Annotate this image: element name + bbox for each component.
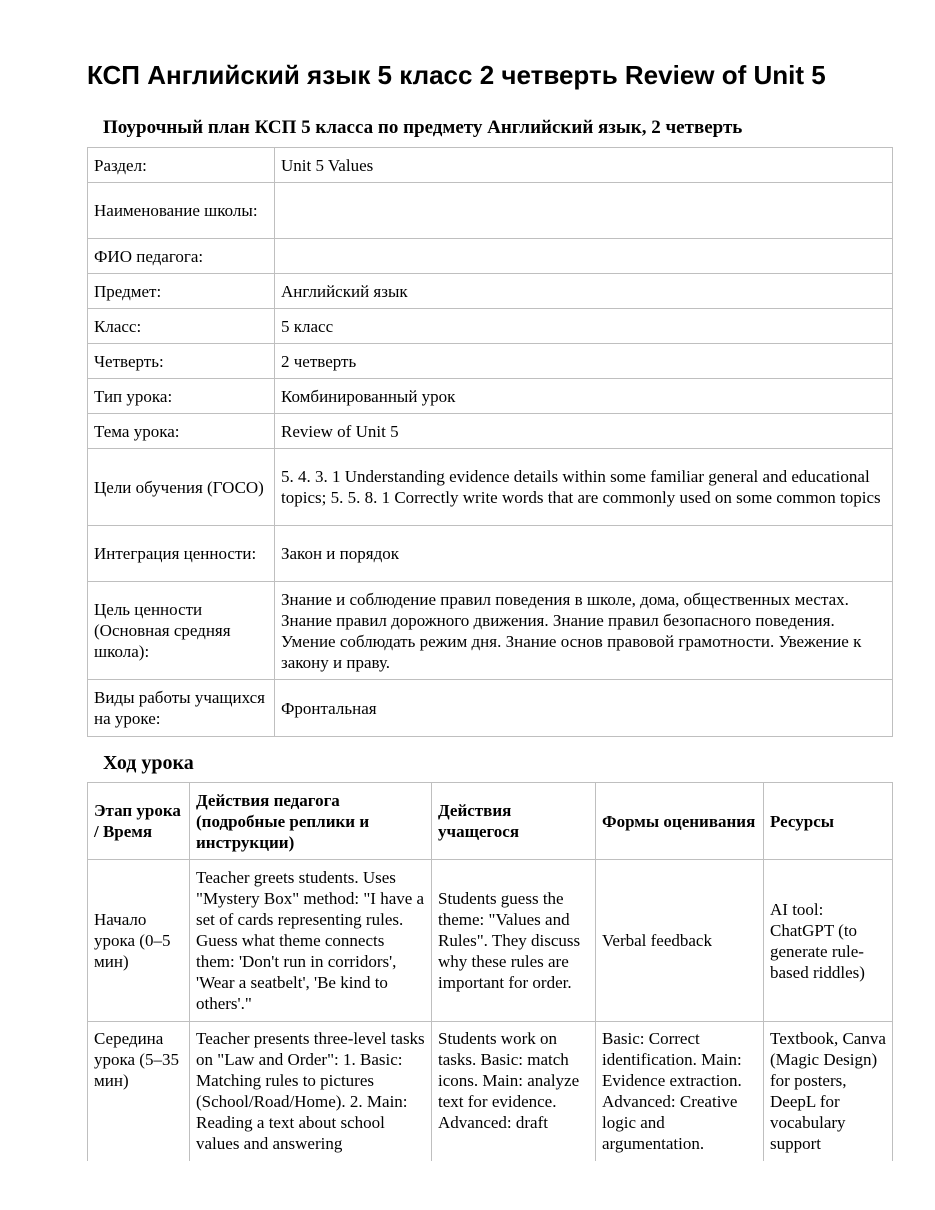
info-value: Закон и порядок [275, 526, 893, 582]
page-bottom-margin [0, 1161, 935, 1210]
page-title: КСП Английский язык 5 класс 2 четверть Review of Unit 5 [87, 60, 826, 90]
assessment-cell: Verbal feedback [596, 860, 764, 1022]
resources-cell: AI tool: ChatGPT (to generate rule-based riddles) [764, 860, 893, 1022]
plan-subtitle: Поурочный план КСП 5 класса по предмету Английский язык, 2 четверть [103, 117, 743, 138]
info-value: Unit 5 Values [275, 148, 893, 183]
student-actions-cell: Students guess the theme: "Values and Rules". They discuss why these rules are important for order. [432, 860, 596, 1022]
info-label: Виды работы учащихся на уроке: [88, 680, 275, 737]
info-value: Review of Unit 5 [275, 414, 893, 449]
info-value: 2 четверть [275, 344, 893, 379]
table-row [88, 344, 893, 379]
info-label: Цели обучения (ГОСО) [88, 449, 275, 526]
info-label: Раздел: [88, 148, 275, 183]
info-value: Английский язык [275, 274, 893, 309]
teacher-actions-cell: Teacher presents three-level tasks on "Law and Order": 1. Basic: Matching rules to pictures (School/Road/Home). 2. Main: Reading a text about school values and answering [190, 1022, 432, 1162]
info-value: Фронтальная [275, 680, 893, 737]
info-value: Комбинированный урок [275, 379, 893, 414]
table-row [88, 148, 893, 183]
info-label: ФИО педагога: [88, 239, 275, 274]
info-value [275, 239, 893, 274]
student-actions-cell: Students work on tasks. Basic: match icons. Main: analyze text for evidence. Advanced: draft [432, 1022, 596, 1162]
info-label: Цель ценности (Основная средняя школа): [88, 582, 275, 680]
column-header-student: Действия учащегося [432, 783, 596, 860]
table-header-row [88, 783, 893, 860]
info-value [275, 183, 893, 239]
table-row [88, 309, 893, 344]
table-row [88, 680, 893, 737]
info-label: Предмет: [88, 274, 275, 309]
table-row [88, 860, 893, 1022]
column-header-resources: Ресурсы [764, 783, 893, 860]
table-row [88, 449, 893, 526]
info-label: Тип урока: [88, 379, 275, 414]
table-row [88, 1022, 893, 1162]
table-row [88, 526, 893, 582]
column-header-assessment: Формы оценивания [596, 783, 764, 860]
column-header-stage: Этап урока / Время [88, 783, 190, 860]
info-label: Интеграция ценности: [88, 526, 275, 582]
stage-cell: Начало урока (0–5 мин) [88, 860, 190, 1022]
info-label: Наименование школы: [88, 183, 275, 239]
lesson-flow-heading: Ход урока [103, 752, 194, 774]
table-row [88, 239, 893, 274]
table-row [88, 414, 893, 449]
table-row [88, 274, 893, 309]
info-value: 5. 4. 3. 1 Understanding evidence details within some familiar general and educational topics; 5. 5. 8. 1 Correctly write words that are commonly used on some common topics [275, 449, 893, 526]
lesson-info-table [87, 147, 893, 737]
info-label: Класс: [88, 309, 275, 344]
resources-cell: Textbook, Canva (Magic Design) for posters, DeepL for vocabulary support [764, 1022, 893, 1162]
info-label: Тема урока: [88, 414, 275, 449]
table-row [88, 183, 893, 239]
info-value: 5 класс [275, 309, 893, 344]
table-row [88, 379, 893, 414]
assessment-cell: Basic: Correct identification. Main: Evidence extraction. Advanced: Creative logic and argumentation. [596, 1022, 764, 1162]
info-value: Знание и соблюдение правил поведения в школе, дома, общественных местах. Знание правил дорожного движения. Знание правил безопасного поведения. Умение соблюдать режим дня. Знание основ правовой грамотности. Увежение к закону и праву. [275, 582, 893, 680]
table-row [88, 582, 893, 680]
teacher-actions-cell: Teacher greets students. Uses "Mystery Box" method: "I have a set of cards representing rules. Guess what theme connects them: 'Don't run in corridors', 'Wear a seatbelt', 'Be kind to others'." [190, 860, 432, 1022]
stage-cell: Середина урока (5–35 мин) [88, 1022, 190, 1162]
info-label: Четверть: [88, 344, 275, 379]
column-header-teacher: Действия педагога (подробные реплики и инструкции) [190, 783, 432, 860]
lesson-flow-table [87, 782, 893, 1162]
